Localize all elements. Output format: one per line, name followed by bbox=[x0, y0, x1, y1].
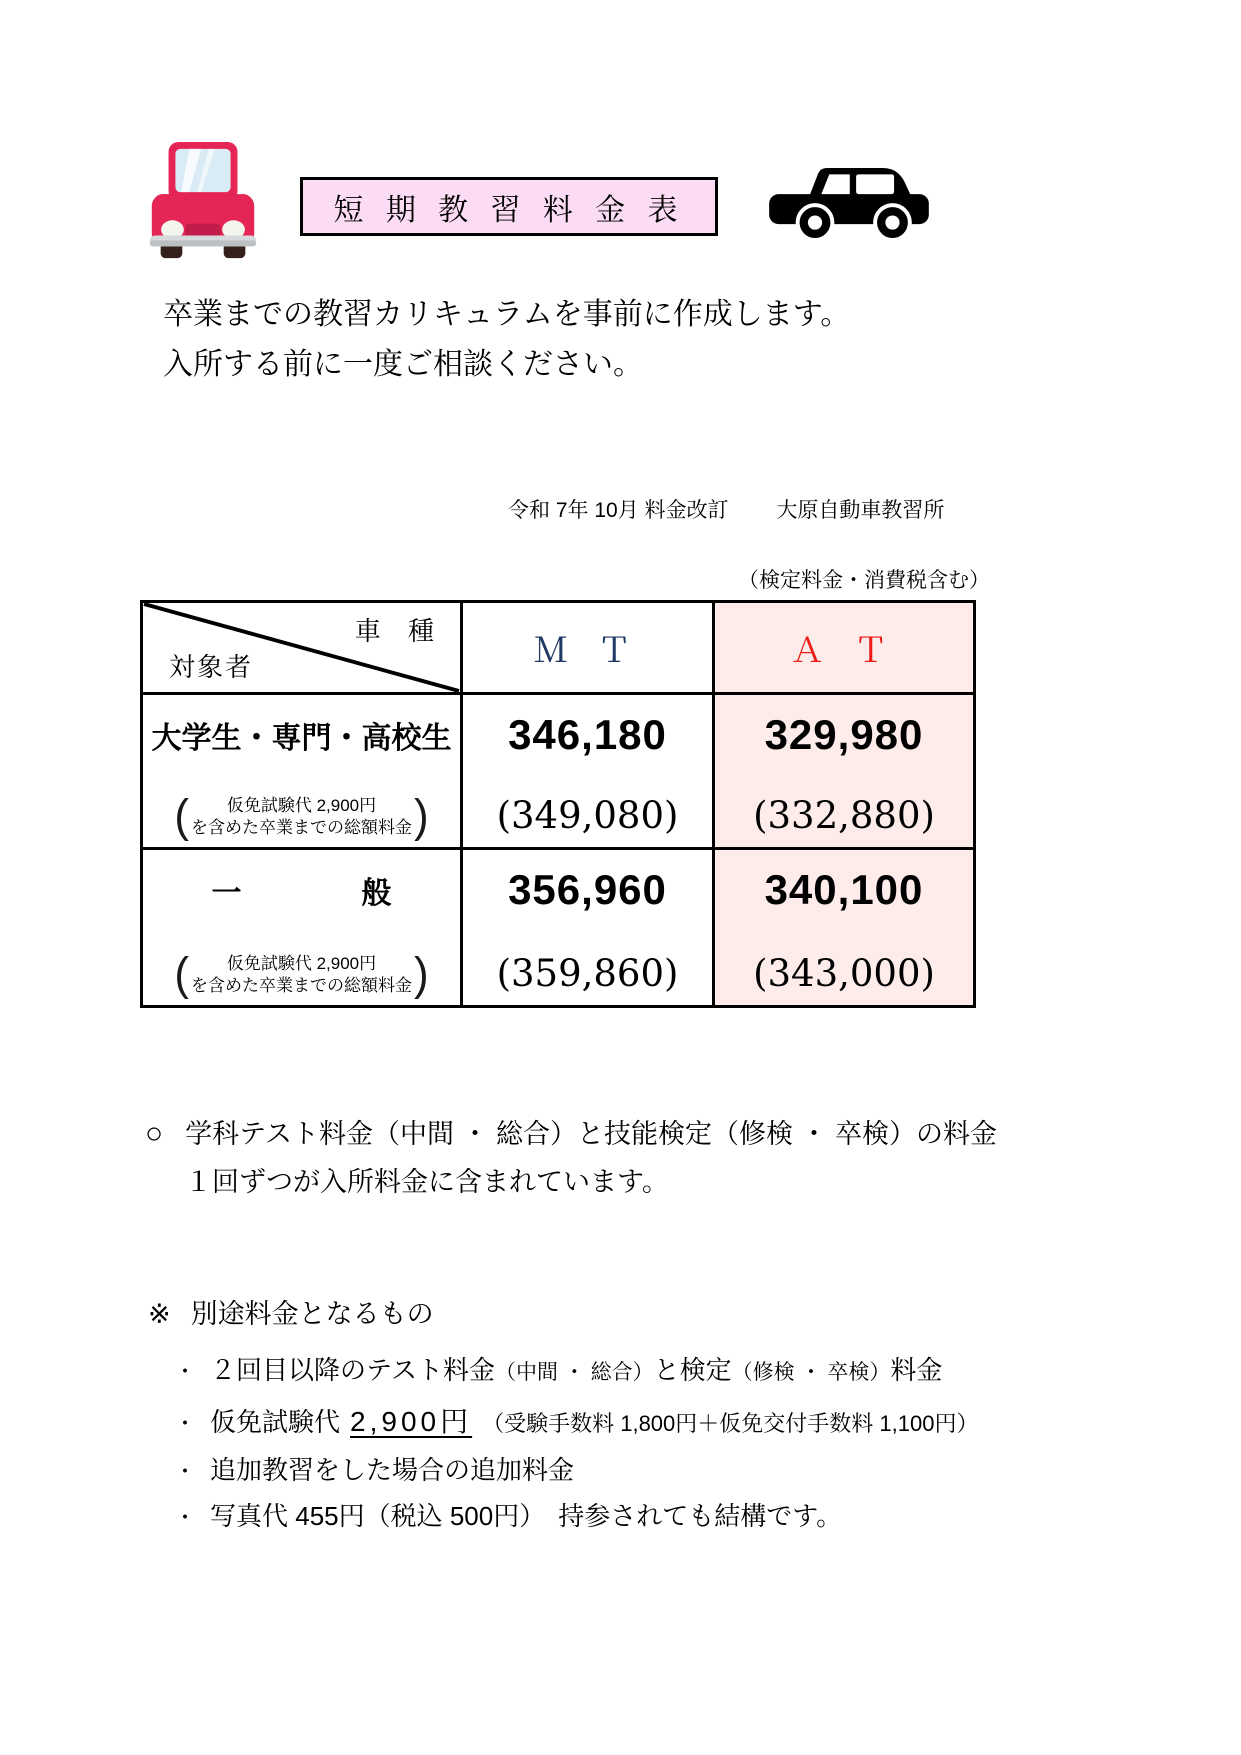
pink-car-front-icon bbox=[142, 138, 264, 268]
column-header-at: Ａ Ｔ bbox=[715, 603, 973, 695]
bracket-left: ( bbox=[174, 948, 189, 1001]
corner-header-cell bbox=[143, 603, 463, 695]
row-sublabel-general bbox=[172, 948, 430, 1001]
extra-item-2-price: 2,900円 bbox=[350, 1406, 473, 1437]
table-row-general bbox=[143, 850, 973, 1005]
sublabel-line-1: 仮免試験代 2,900円 bbox=[226, 954, 377, 973]
extra-heading-text: 別途料金となるもの bbox=[190, 1299, 434, 1329]
bullet-icon: ・ bbox=[174, 1359, 197, 1384]
page-title bbox=[300, 177, 718, 236]
total-general-at: (343,000) bbox=[753, 952, 935, 995]
price-cell-general-at bbox=[715, 850, 973, 1005]
extra-note-heading bbox=[148, 1292, 434, 1331]
price-students-at: 329,980 bbox=[764, 711, 924, 758]
included-note-line-1 bbox=[145, 1112, 997, 1151]
revision-note bbox=[508, 494, 944, 524]
bracket-right: ) bbox=[414, 948, 429, 1001]
sublabel-line-2: を含めた卒業までの総額料金 bbox=[191, 976, 412, 995]
black-car-side-icon bbox=[766, 160, 932, 244]
corner-target-label: 対象者 bbox=[169, 652, 254, 682]
bracket-right: ) bbox=[414, 790, 429, 843]
extra-item-2-detail: （受験手数料 1,800円＋仮免交付手数料 1,100円） bbox=[482, 1411, 979, 1436]
included-note-text-2: １回ずつが入所料金に含まれています。 bbox=[185, 1167, 669, 1197]
intro-line-2: 入所する前に一度ご相談ください。 bbox=[163, 348, 643, 381]
total-students-at: (332,880) bbox=[753, 794, 935, 837]
extra-item-1-small-2: （修検 ・ 卒検） bbox=[731, 1361, 891, 1384]
extra-item-1-part-3: 料金 bbox=[890, 1355, 943, 1385]
table-row-students bbox=[143, 695, 973, 850]
price-students-mt: 346,180 bbox=[508, 711, 667, 758]
row-sublabel-students bbox=[172, 790, 430, 843]
extra-item-1-small-1: （中間 ・ 総合） bbox=[494, 1361, 654, 1384]
price-general-mt: 356,960 bbox=[508, 866, 667, 913]
row-label-cell-students bbox=[143, 695, 463, 850]
bullet-icon: ・ bbox=[174, 1411, 197, 1436]
revision-date-text: 令和 7年 10月 料金改訂 bbox=[508, 499, 729, 522]
row-label-cell-general bbox=[143, 850, 463, 1005]
extra-item-2-label: 仮免試験代 bbox=[210, 1407, 341, 1437]
extra-item-4-text: 写真代 455円（税込 500円） 持参されても結構です。 bbox=[210, 1501, 843, 1531]
extra-item-4 bbox=[174, 1496, 842, 1533]
row-label-students: 大学生・専門・高校生 bbox=[151, 722, 452, 755]
extra-item-1-part-1: ２回目以降のテスト料金 bbox=[210, 1355, 495, 1385]
fee-table bbox=[140, 600, 976, 1008]
bullet-icon: ・ bbox=[174, 1459, 197, 1484]
row-label-general: 一 般 bbox=[211, 877, 392, 910]
total-students-mt: (349,080) bbox=[496, 794, 679, 837]
price-cell-students-at bbox=[715, 695, 973, 850]
tax-note: （検定料金・消費税含む） bbox=[738, 569, 990, 592]
extra-item-2 bbox=[174, 1400, 978, 1440]
extra-item-1 bbox=[174, 1350, 942, 1387]
total-general-mt: (359,860) bbox=[496, 952, 679, 995]
sublabel-line-1: 仮免試験代 2,900円 bbox=[226, 796, 377, 815]
school-name-text: 大原自動車教習所 bbox=[776, 499, 945, 522]
extra-item-3-text: 追加教習をした場合の追加料金 bbox=[210, 1455, 575, 1485]
bullet-icon: ・ bbox=[174, 1505, 197, 1530]
column-header-mt: Ｍ Ｔ bbox=[463, 603, 715, 695]
corner-vehicle-type-label: 車 種 bbox=[354, 616, 444, 646]
sublabel-line-2: を含めた卒業までの総額料金 bbox=[191, 818, 412, 837]
fee-table-header-row bbox=[143, 603, 973, 695]
page-title-text: 短 期 教 習 料 金 表 bbox=[333, 193, 685, 227]
included-note-text-1: 学科テスト料金（中間 ・ 総合）と技能検定（修検 ・ 卒検）の料金 bbox=[185, 1119, 998, 1149]
intro-line-1: 卒業までの教習カリキュラムを事前に作成します。 bbox=[163, 298, 851, 331]
intro-text bbox=[163, 290, 850, 390]
bracket-left: ( bbox=[174, 790, 189, 843]
extra-item-1-part-2: と検定 bbox=[653, 1355, 732, 1385]
included-note-line-2 bbox=[185, 1160, 669, 1199]
price-cell-students-mt bbox=[463, 695, 715, 850]
circle-marker: ○ bbox=[145, 1117, 164, 1150]
extra-item-3 bbox=[174, 1450, 574, 1487]
kome-marker: ※ bbox=[148, 1299, 171, 1329]
price-general-at: 340,100 bbox=[764, 866, 924, 913]
price-cell-general-mt bbox=[463, 850, 715, 1005]
